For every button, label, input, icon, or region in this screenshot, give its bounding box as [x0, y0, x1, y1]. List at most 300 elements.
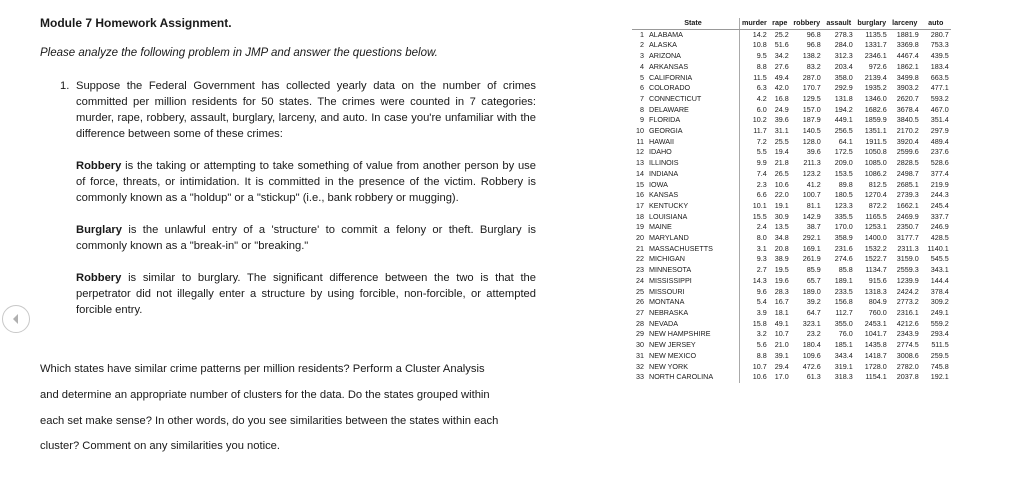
assault-value: 284.0 [834, 40, 853, 50]
state-name: FLORIDA [649, 115, 681, 125]
table-row[interactable] [632, 201, 951, 212]
state-name: NEVADA [649, 318, 679, 328]
larceny-value: 3159.0 [896, 254, 919, 264]
auto-value: 343.1 [930, 265, 949, 275]
larceny-value: 2782.0 [896, 361, 919, 371]
comparison-term: Robbery [76, 272, 122, 284]
assault-value: 274.6 [834, 254, 853, 264]
header-auto: auto [921, 18, 951, 29]
burglary-value: 760.0 [868, 307, 887, 317]
robbery-value: 472.6 [802, 361, 821, 371]
burglary-value: 1532.2 [864, 243, 887, 253]
murder-value: 11.5 [740, 73, 769, 84]
row-index: 19 [636, 222, 644, 232]
table-row[interactable] [632, 83, 951, 94]
murder-value: 7.2 [740, 137, 769, 148]
table-row[interactable] [632, 137, 951, 148]
rape-value: 10.7 [774, 329, 789, 339]
burglary-value: 2139.4 [864, 72, 887, 82]
state-name: MICHIGAN [649, 254, 685, 264]
table-row[interactable] [632, 29, 951, 40]
robbery-value: 138.2 [802, 51, 821, 61]
row-index: 21 [636, 243, 644, 253]
state-name: LOUISIANA [649, 211, 688, 221]
row-index: 30 [636, 340, 644, 350]
row-index: 6 [640, 83, 644, 93]
assault-value: 170.0 [834, 222, 853, 232]
burglary-value: 1318.3 [864, 286, 887, 296]
larceny-value: 2170.2 [896, 126, 919, 136]
rape-value: 28.3 [774, 286, 789, 296]
auto-value: 439.5 [930, 51, 949, 61]
rape-value: 30.9 [774, 211, 789, 221]
assault-value: 231.6 [834, 243, 853, 253]
state-name: MINNESOTA [649, 265, 692, 275]
rape-value: 29.4 [774, 361, 789, 371]
question-intro-text: Suppose the Federal Government has collected yearly data on the number of crimes committed per million residents for 50 states. The crimes were counted in 7 categories: murder, rape, robbery, assault, burglary, larceny, and auto. In case you're unfamiliar with the difference between some of these crimes: [76, 80, 536, 140]
robbery-value: 61.3 [806, 372, 821, 382]
burglary-value: 1331.7 [864, 40, 887, 50]
assault-value: 194.2 [834, 104, 853, 114]
burglary-value: 1435.8 [864, 340, 887, 350]
row-index: 25 [636, 286, 644, 296]
rape-value: 49.4 [774, 72, 789, 82]
robbery-value: 85.9 [806, 265, 821, 275]
murder-value: 6.3 [740, 83, 769, 94]
rape-value: 10.6 [774, 179, 789, 189]
larceny-value: 4467.4 [896, 51, 919, 61]
table-row[interactable] [632, 372, 951, 383]
rape-value: 39.6 [774, 115, 789, 125]
larceny-value: 2350.7 [896, 222, 919, 232]
assault-value: 292.9 [834, 83, 853, 93]
row-index: 14 [636, 168, 644, 178]
burglary-value: 1728.0 [864, 361, 887, 371]
row-index: 24 [636, 275, 644, 285]
auto-value: 293.4 [930, 329, 949, 339]
assault-value: 335.5 [834, 211, 853, 221]
burglary-value: 1085.0 [864, 158, 887, 168]
row-index: 33 [636, 372, 644, 382]
robbery-term: Robbery [76, 160, 122, 172]
question-body [60, 78, 536, 326]
table-row[interactable] [632, 362, 951, 373]
burglary-value: 1135.5 [865, 29, 887, 39]
rape-value: 19.4 [774, 147, 789, 157]
assault-value: 278.3 [834, 29, 853, 39]
burglary-value: 1154.1 [865, 372, 887, 382]
rape-value: 19.5 [774, 265, 789, 275]
burglary-value: 804.9 [868, 297, 887, 307]
table-row[interactable] [632, 265, 951, 276]
auto-value: 545.5 [930, 254, 949, 264]
row-index: 20 [636, 233, 644, 243]
robbery-value: 39.2 [806, 297, 821, 307]
question-line-3: each set make sense? In other words, do you see similarities between the states within each [40, 415, 499, 427]
question-line-1: Which states have similar crime patterns per million residents? Perform a Cluster Analysis [40, 363, 485, 375]
larceny-value: 2424.2 [896, 286, 919, 296]
auto-value: 244.3 [930, 190, 949, 200]
auto-value: 593.2 [930, 93, 949, 103]
table-row[interactable] [632, 212, 951, 223]
rape-value: 31.1 [774, 126, 789, 136]
question-line-2: and determine an appropriate number of clusters for the data. Do the states grouped within [40, 389, 490, 401]
question-line-4: cluster? Comment on any similarities you notice. [40, 440, 281, 452]
row-index: 5 [640, 72, 644, 82]
murder-value: 6.6 [740, 190, 769, 201]
burglary-value: 1134.7 [865, 265, 887, 275]
murder-value: 9.9 [740, 158, 769, 169]
larceny-value: 2773.2 [896, 297, 919, 307]
table-row[interactable] [632, 180, 951, 191]
row-index: 1 [640, 29, 644, 39]
murder-value: 3.2 [740, 329, 769, 340]
table-row[interactable] [632, 115, 951, 126]
burglary-value: 1911.5 [865, 136, 887, 146]
burglary-value: 1165.5 [865, 211, 887, 221]
burglary-value: 812.5 [868, 179, 887, 189]
burglary-value: 1270.4 [864, 190, 887, 200]
assault-value: 85.8 [838, 265, 853, 275]
table-row[interactable] [632, 287, 951, 298]
table-row[interactable] [632, 158, 951, 169]
larceny-value: 3903.2 [896, 83, 919, 93]
larceny-value: 2316.1 [896, 307, 919, 317]
murder-value: 2.3 [740, 180, 769, 191]
table-row[interactable] [632, 254, 951, 265]
rape-value: 49.1 [774, 318, 789, 328]
state-name: COLORADO [649, 83, 691, 93]
robbery-definition [76, 158, 536, 206]
murder-value: 11.7 [740, 126, 769, 137]
robbery-value: 23.2 [806, 329, 821, 339]
auto-value: 663.5 [930, 72, 949, 82]
larceny-value: 3840.5 [896, 115, 919, 125]
murder-value: 5.5 [740, 147, 769, 158]
assault-value: 319.1 [834, 361, 853, 371]
state-name: NEW HAMPSHIRE [649, 329, 711, 339]
auto-value: 753.3 [930, 40, 949, 50]
rape-value: 17.0 [774, 372, 789, 382]
header-murder: murder [740, 18, 769, 29]
previous-page-button[interactable] [2, 305, 30, 333]
table-row[interactable] [632, 329, 951, 340]
rape-value: 18.1 [774, 307, 789, 317]
row-index: 28 [636, 318, 644, 328]
assault-value: 156.8 [834, 297, 853, 307]
assault-value: 358.9 [834, 233, 853, 243]
rape-value: 16.8 [774, 93, 789, 103]
row-index: 16 [636, 190, 644, 200]
burglary-value: 2453.1 [864, 318, 887, 328]
robbery-value: 96.8 [806, 29, 821, 39]
larceny-value: 4212.6 [896, 318, 919, 328]
murder-value: 9.5 [740, 51, 769, 62]
table-row[interactable] [632, 169, 951, 180]
row-index: 17 [636, 200, 644, 210]
row-index: 12 [636, 147, 644, 157]
robbery-value: 157.0 [802, 104, 821, 114]
robbery-value: 287.0 [802, 72, 821, 82]
table-row[interactable] [632, 73, 951, 84]
chevron-left-icon [10, 313, 22, 325]
question-intro [60, 78, 536, 142]
row-index: 32 [636, 361, 644, 371]
murder-value: 8.0 [740, 233, 769, 244]
rape-value: 42.0 [774, 83, 789, 93]
larceny-value: 2620.7 [896, 93, 919, 103]
table-header-row [632, 18, 951, 29]
auto-value: 489.4 [930, 136, 949, 146]
larceny-value: 3369.8 [896, 40, 919, 50]
state-name: NEW JERSEY [649, 340, 696, 350]
auto-value: 337.7 [930, 211, 949, 221]
auto-value: 183.4 [930, 61, 949, 71]
row-index: 23 [636, 265, 644, 275]
murder-value: 3.1 [740, 244, 769, 255]
assault-value: 449.1 [834, 115, 853, 125]
larceny-value: 2559.3 [896, 265, 919, 275]
robbery-value: 81.1 [806, 200, 821, 210]
robbery-value: 180.4 [802, 340, 821, 350]
table-row[interactable] [632, 297, 951, 308]
assault-value: 203.4 [834, 61, 853, 71]
rape-value: 22.0 [774, 190, 789, 200]
murder-value: 2.7 [740, 265, 769, 276]
robbery-value: 323.1 [802, 318, 821, 328]
state-name: NEW YORK [649, 361, 689, 371]
rape-value: 27.6 [774, 61, 789, 71]
rape-value: 34.2 [774, 51, 789, 61]
burglary-value: 1935.2 [864, 83, 887, 93]
robbery-value: 38.7 [806, 222, 821, 232]
rape-value: 21.0 [774, 340, 789, 350]
murder-value: 4.2 [740, 94, 769, 105]
murder-value: 14.3 [740, 276, 769, 287]
assault-value: 312.3 [834, 51, 853, 61]
murder-value: 7.4 [740, 169, 769, 180]
burglary-value: 1253.1 [864, 222, 887, 232]
row-index: 31 [636, 350, 644, 360]
auto-value: 351.4 [930, 115, 949, 125]
larceny-value: 3177.7 [896, 233, 919, 243]
row-index: 18 [636, 211, 644, 221]
assault-value: 64.1 [838, 136, 853, 146]
rape-value: 21.8 [774, 158, 789, 168]
state-name: ARIZONA [649, 51, 681, 61]
larceny-value: 3008.6 [896, 350, 919, 360]
larceny-value: 2774.5 [896, 340, 919, 350]
rape-value: 39.1 [774, 350, 789, 360]
state-name: MASSACHUSETTS [649, 243, 713, 253]
robbery-value: 211.3 [803, 158, 821, 168]
table-row[interactable] [632, 276, 951, 287]
larceny-value: 2469.9 [896, 211, 919, 221]
larceny-value: 2037.8 [896, 372, 919, 382]
auto-value: 192.1 [930, 372, 949, 382]
table-row[interactable] [632, 222, 951, 233]
rape-value: 25.5 [774, 136, 789, 146]
auto-value: 309.2 [930, 297, 949, 307]
state-name: NORTH CAROLINA [649, 372, 714, 382]
rape-value: 20.8 [774, 243, 789, 253]
auto-value: 745.8 [930, 361, 949, 371]
row-index: 26 [636, 297, 644, 307]
assault-value: 112.7 [835, 307, 853, 317]
robbery-value: 123.2 [802, 168, 821, 178]
robbery-value: 65.7 [806, 275, 821, 285]
robbery-value: 189.0 [802, 286, 821, 296]
state-name: NEW MEXICO [649, 350, 697, 360]
instruction-text: Please analyze the following problem in JMP and answer the questions below. [40, 47, 438, 59]
murder-value: 15.5 [740, 212, 769, 223]
assault-value: 76.0 [838, 329, 853, 339]
assault-value: 180.5 [834, 190, 853, 200]
auto-value: 559.2 [930, 318, 949, 328]
assignment-title: Module 7 Homework Assignment. [40, 16, 232, 30]
burglary-definition-text: is the unlawful entry of a 'structure' to commit a felony or theft. Burglary is commonly known as a "break-in" or "breaking." [76, 224, 536, 252]
rape-value: 25.2 [774, 29, 789, 39]
row-index: 9 [640, 115, 644, 125]
robbery-value: 64.7 [806, 307, 821, 317]
burglary-value: 915.6 [868, 275, 887, 285]
crime-data-table [632, 18, 951, 383]
assault-value: 172.5 [834, 147, 853, 157]
state-name: MISSISSIPPI [649, 275, 692, 285]
state-name: MISSOURI [649, 286, 685, 296]
auto-value: 280.7 [930, 29, 949, 39]
table-row[interactable] [632, 147, 951, 158]
assault-value: 343.4 [834, 350, 853, 360]
robbery-value: 129.5 [802, 93, 821, 103]
state-name: CONNECTICUT [649, 93, 702, 103]
table-row[interactable] [632, 105, 951, 116]
burglary-value: 1400.0 [864, 233, 887, 243]
robbery-definition-text: is the taking or attempting to take something of value from another person by use of force, threats, or intimidation. It is committed in the presence of the victim. Robbery is commonly known as a "holdup" or a "stickup" (i.e., bank robbery or mugging). [76, 160, 536, 204]
row-index: 10 [636, 126, 644, 136]
robbery-value: 170.7 [802, 83, 821, 93]
table-row[interactable] [632, 40, 951, 51]
burglary-term: Burglary [76, 224, 123, 236]
table-row[interactable] [632, 351, 951, 362]
auto-value: 528.6 [930, 158, 949, 168]
table-row[interactable] [632, 340, 951, 351]
state-name: ARKANSAS [649, 61, 689, 71]
burglary-definition [76, 222, 536, 254]
state-name: MARYLAND [649, 233, 689, 243]
burglary-value: 1682.6 [864, 104, 887, 114]
assault-value: 233.5 [834, 286, 853, 296]
crime-data-table-wrapper [632, 18, 951, 383]
rape-value: 26.5 [774, 168, 789, 178]
rape-value: 38.9 [774, 254, 789, 264]
robbery-value: 142.9 [802, 211, 821, 221]
table-row[interactable] [632, 94, 951, 105]
auto-value: 144.4 [930, 275, 949, 285]
burglary-value: 1418.7 [864, 350, 887, 360]
auto-value: 428.5 [930, 233, 949, 243]
state-name: ALASKA [649, 40, 677, 50]
robbery-value: 96.8 [806, 40, 821, 50]
burglary-value: 1041.7 [864, 329, 887, 339]
table-row[interactable] [632, 244, 951, 255]
state-name: MONTANA [649, 297, 685, 307]
question-number: 1. [60, 80, 70, 92]
table-row[interactable] [632, 190, 951, 201]
table-row[interactable] [632, 233, 951, 244]
rape-value: 24.9 [774, 104, 789, 114]
state-name: HAWAII [649, 136, 675, 146]
auto-value: 249.1 [930, 307, 949, 317]
table-row[interactable] [632, 308, 951, 319]
murder-value: 10.6 [740, 372, 769, 383]
robbery-value: 83.2 [806, 61, 821, 71]
larceny-value: 2498.7 [896, 168, 919, 178]
assault-value: 189.1 [834, 275, 853, 285]
burglary-value: 872.2 [868, 200, 887, 210]
rape-value: 34.8 [774, 233, 789, 243]
rape-value: 19.6 [774, 275, 789, 285]
robbery-value: 261.9 [802, 254, 821, 264]
table-row[interactable] [632, 319, 951, 330]
burglary-value: 1522.7 [864, 254, 887, 264]
burglary-value: 2346.1 [864, 51, 887, 61]
robbery-value: 169.1 [802, 243, 821, 253]
murder-value: 10.2 [740, 115, 769, 126]
larceny-value: 1862.1 [896, 61, 919, 71]
row-index: 13 [636, 158, 644, 168]
robbery-value: 128.0 [802, 136, 821, 146]
auto-value: 477.1 [930, 83, 949, 93]
assault-value: 89.8 [838, 179, 853, 189]
auto-value: 259.5 [930, 350, 949, 360]
assault-value: 209.0 [834, 158, 853, 168]
state-name: IDAHO [649, 147, 672, 157]
murder-value: 10.7 [740, 362, 769, 373]
assault-value: 358.0 [834, 72, 853, 82]
larceny-value: 2685.1 [896, 179, 919, 189]
murder-value: 9.6 [740, 287, 769, 298]
row-index: 7 [640, 93, 644, 103]
table-row[interactable] [632, 126, 951, 137]
burglary-value: 1346.0 [864, 93, 887, 103]
burglary-value: 1351.1 [864, 126, 887, 136]
auto-value: 237.6 [930, 147, 949, 157]
state-name: MAINE [649, 222, 672, 232]
robbery-value: 109.6 [802, 350, 821, 360]
murder-value: 10.1 [740, 201, 769, 212]
assault-value: 123.3 [834, 200, 853, 210]
table-row[interactable] [632, 51, 951, 62]
header-index [632, 18, 647, 29]
rape-value: 16.7 [774, 297, 789, 307]
murder-value: 9.3 [740, 254, 769, 265]
state-name: GEORGIA [649, 126, 683, 136]
murder-value: 6.0 [740, 105, 769, 116]
state-name: KANSAS [649, 190, 679, 200]
table-row[interactable] [632, 62, 951, 73]
robbery-value: 292.1 [802, 233, 821, 243]
row-index: 15 [636, 179, 644, 189]
header-assault: assault [823, 18, 855, 29]
larceny-value: 3678.4 [896, 104, 919, 114]
robbery-value: 187.9 [802, 115, 821, 125]
assault-value: 256.5 [834, 126, 853, 136]
larceny-value: 2311.3 [897, 243, 919, 253]
burglary-value: 972.6 [868, 61, 887, 71]
larceny-value: 2599.6 [896, 147, 919, 157]
robbery-value: 39.6 [806, 147, 821, 157]
